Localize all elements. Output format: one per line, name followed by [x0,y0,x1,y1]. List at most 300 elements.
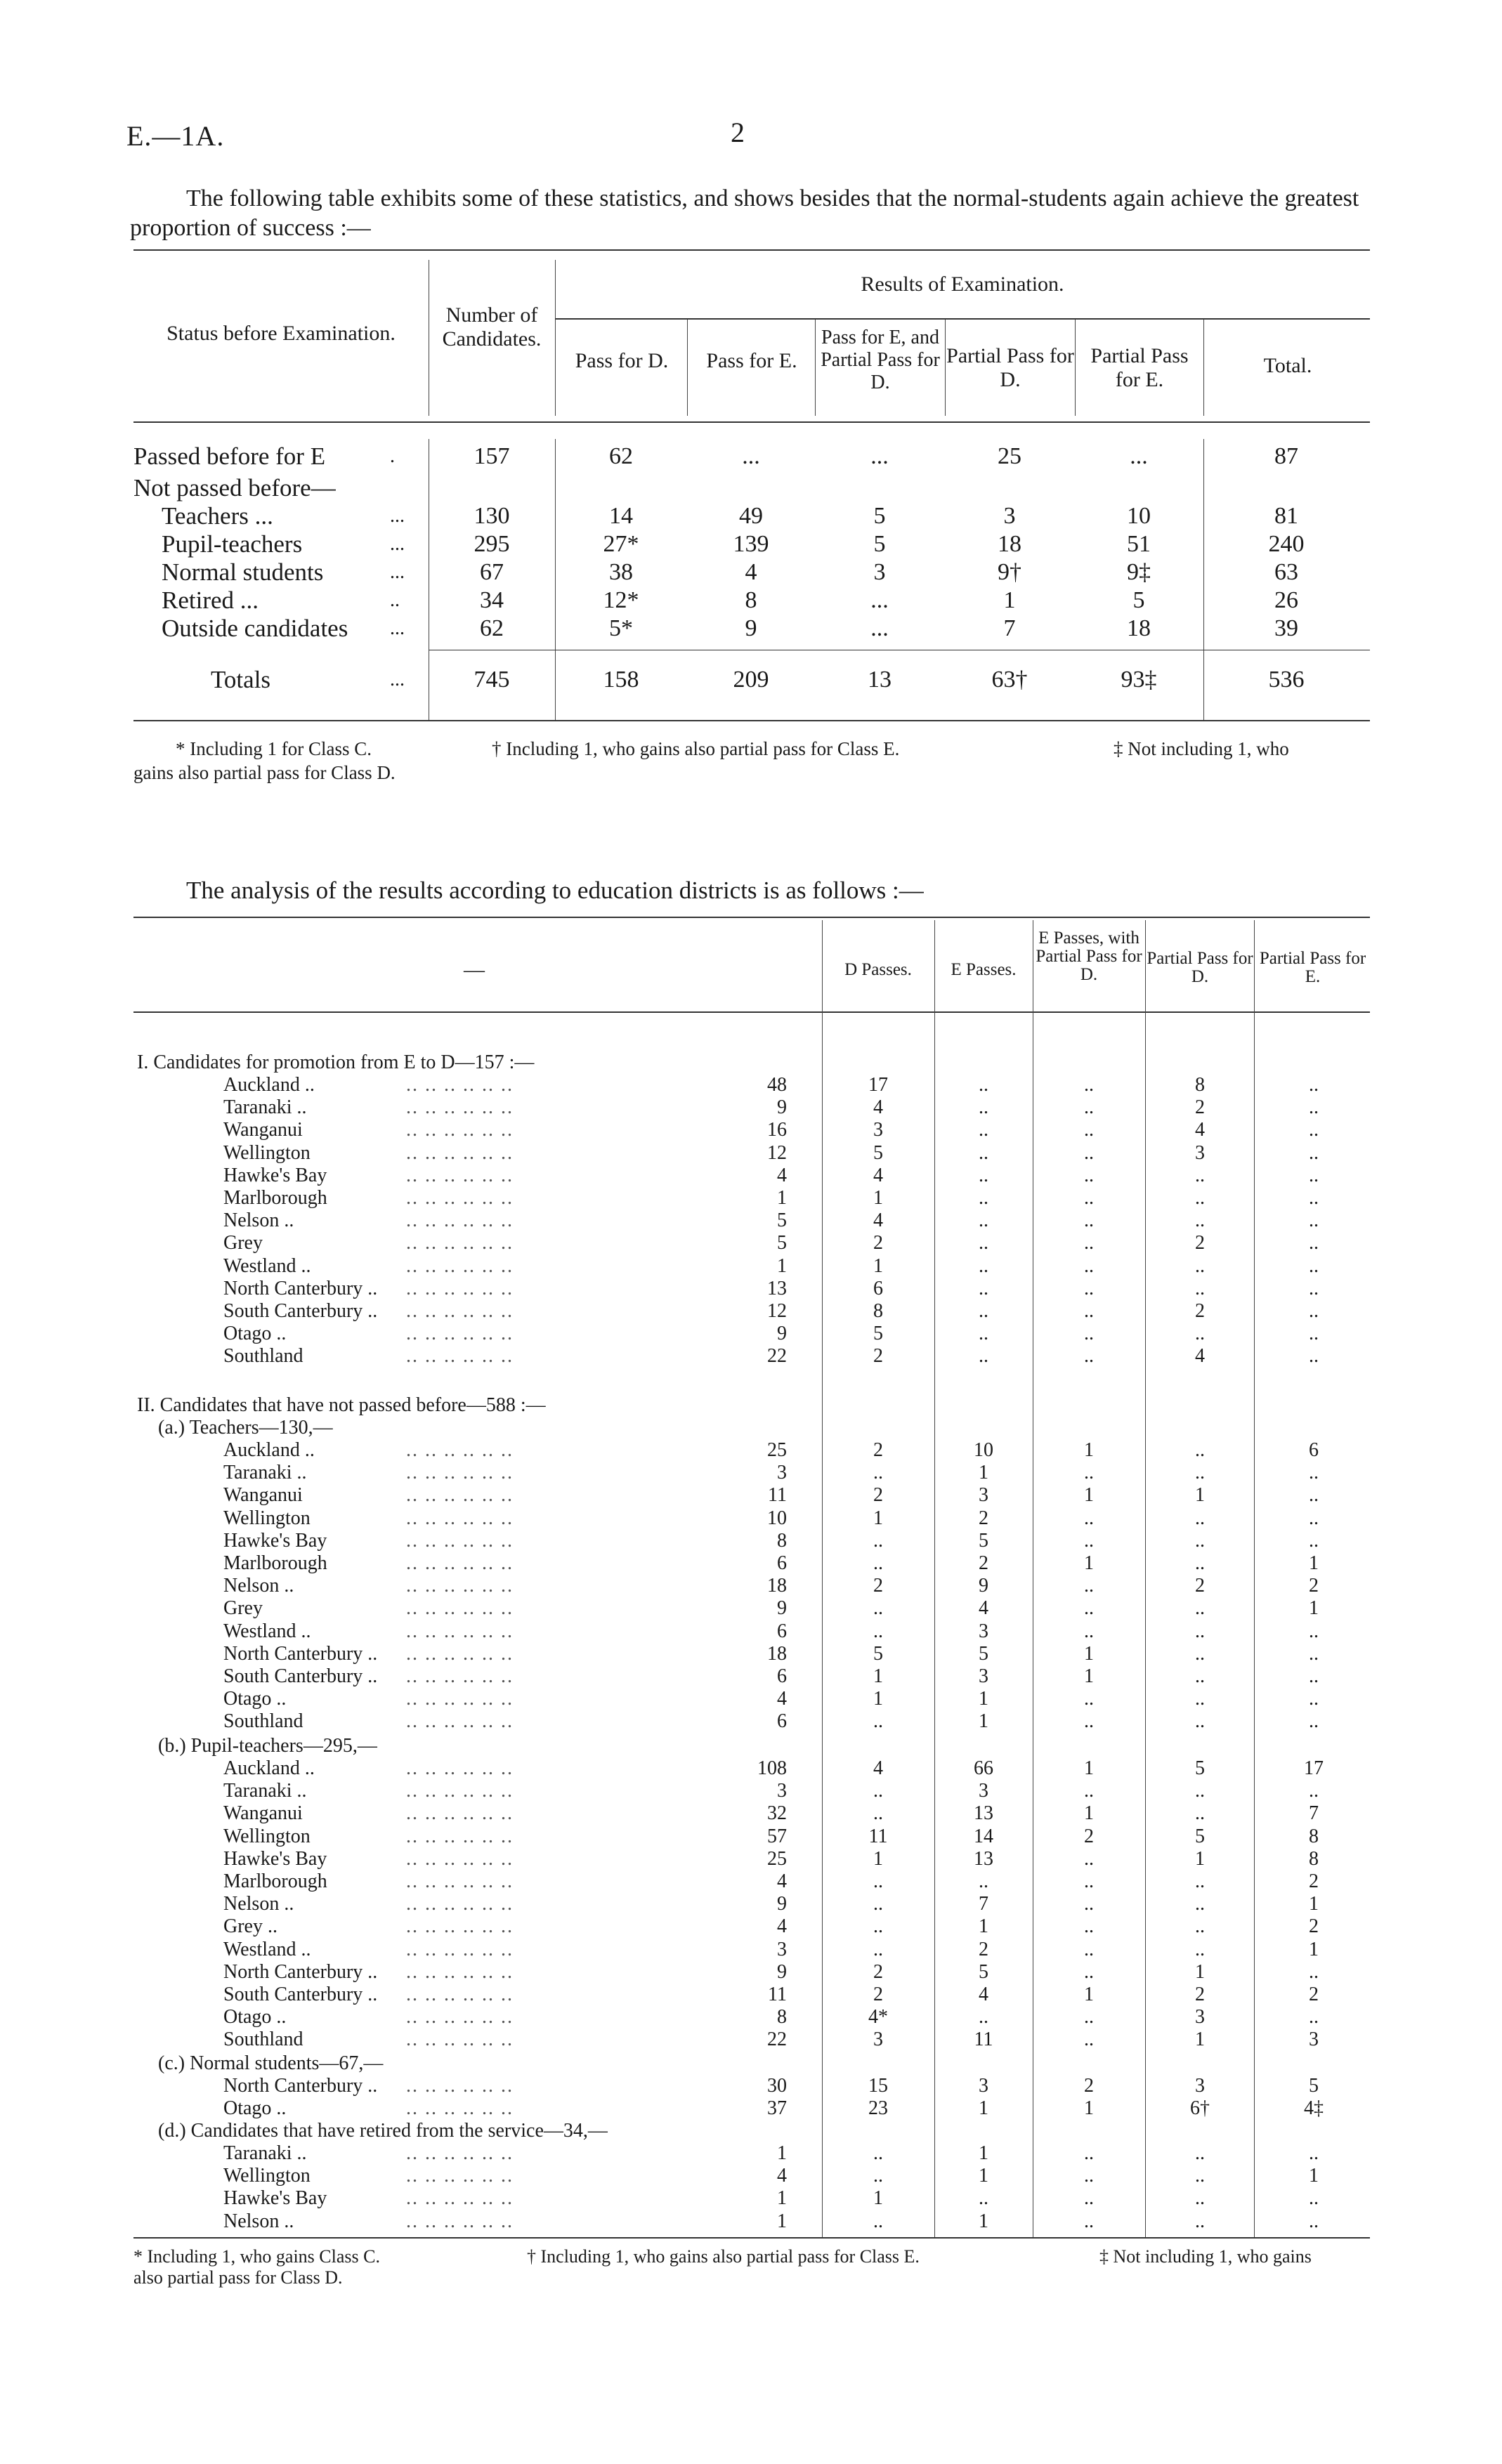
district-row [0,1710,1502,1733]
leader-dots: . [390,445,395,467]
result-cell: 10 [974,1439,993,1461]
district-row [0,1893,1502,1915]
result-cell: 1 [1309,2165,1319,2187]
result-cell: .. [873,2142,883,2164]
result-cell: .. [979,2006,988,2029]
candidate-count: 5 [777,1232,787,1254]
result-cell: 63 [1274,559,1298,585]
result-cell: 5 [979,1642,988,1665]
result-cell: .. [1195,1529,1205,1552]
result-cell: 4 [979,1597,988,1620]
candidate-count: 11 [768,1984,787,2005]
result-cell: .. [1309,1529,1319,1552]
leader-dots: .. .. .. .. .. .. [406,1984,514,2005]
candidate-count: 11 [768,1484,787,1507]
district-name: Hawke's Bay [223,1529,327,1552]
result-cell: 1 [1309,1597,1319,1620]
result-cell: 1 [979,1688,988,1710]
footnote-star: * Including 1 for Class C. [176,738,372,759]
col-partial-e: Partial Pass for E. [1259,949,1366,986]
result-cell: 2 [1084,1825,1094,1847]
district-name: South Canterbury .. [223,1665,378,1687]
result-cell: .. [1084,2165,1094,2187]
result-cell: 3 [1309,2029,1319,2051]
district-name: Nelson .. [223,1210,294,1232]
table1-bottom-rule [133,720,1370,721]
result-cell: .. [1084,1870,1094,1892]
row-label: Retired ... [162,586,259,614]
section-2-heading: II. Candidates that have not passed before—588 :— [137,1394,546,1416]
district-name: Nelson .. [223,1893,294,1915]
leader-dots: .. .. .. .. .. .. [406,1893,514,1915]
district-row [0,1848,1502,1870]
result-cell: 4 [979,1984,988,2005]
result-cell: 1 [1084,1642,1094,1665]
leader-dots: .. .. .. .. .. .. [406,1780,514,1802]
result-cell: 7 [1003,615,1016,641]
leader-dots: .. .. .. .. .. .. [406,1529,514,1552]
candidate-count: 18 [767,1642,787,1665]
result-cell: .. [1084,1938,1094,1960]
result-cell: .. [1084,1529,1094,1552]
leader-dots: .. .. .. .. .. .. [406,1232,514,1254]
result-cell: 2 [1084,2075,1094,2097]
result-cell: 3 [979,1665,988,1687]
result-cell: .. [1195,1277,1205,1299]
result-cell: 3 [873,1119,883,1141]
result-cell: .. [1195,1323,1205,1345]
result-cell: 3 [1195,2075,1205,2097]
result-cell: 4 [745,559,757,585]
result-cell: 1 [1084,1484,1094,1507]
district-name: North Canterbury .. [223,1960,378,1983]
table1-divider [1203,439,1204,720]
result-cell: 1 [1084,2097,1094,2120]
result-cell: .. [979,1141,988,1164]
result-cell: .. [1084,1780,1094,1802]
result-cell: .. [1195,1893,1205,1915]
result-cell: 11 [974,2029,993,2051]
district-name: Grey .. [223,1915,277,1938]
candidate-count: 62 [480,615,504,641]
leader-dots: .. .. .. .. .. .. [406,1597,514,1620]
table1-top-rule [133,249,1370,251]
district-name: Hawke's Bay [223,1847,327,1870]
leader-dots: .. .. .. .. .. .. [406,1141,514,1164]
row-label: Passed before for E [133,443,326,470]
result-cell: 5 [873,1141,883,1164]
result-cell: .. [1309,1232,1319,1254]
result-cell: .. [1309,1960,1319,1983]
district-name: Southland [223,1345,303,1368]
result-cell: 2 [1195,1232,1205,1254]
leader-dots: .. .. .. .. .. .. [406,1847,514,1870]
result-cell: 5* [609,615,633,641]
leader-dots: .. .. .. .. .. .. [406,1119,514,1141]
candidate-count: 25 [767,1439,787,1461]
col-total: Total. [1263,354,1312,377]
district-name: Auckland .. [223,1074,315,1096]
district-row [0,1984,1502,2006]
leader-dots: .. .. .. .. .. .. [406,1254,514,1277]
result-cell: 5 [979,1529,988,1552]
subsection-b-heading: (b.) Pupil-teachers—295,— [158,1735,377,1757]
leader-dots: .. .. .. .. .. .. [406,2075,514,2097]
footnote-ddagger: ‡ Not including 1, who [1114,738,1289,759]
result-cell: 11 [868,1825,888,1847]
district-row [0,2187,1502,2210]
district-name: Marlborough [223,1870,327,1892]
total-cell: 63† [991,667,1028,693]
result-cell: 13 [974,1847,993,1870]
result-cell: .. [1195,1552,1205,1574]
district-name: Grey [223,1232,263,1254]
candidate-count: 9 [777,1597,787,1620]
result-cell: 5 [1195,1757,1205,1779]
total-cell: 93‡ [1121,667,1157,693]
result-cell: 2 [1195,1096,1205,1119]
result-cell: 5 [873,531,886,557]
result-cell: 66 [974,1757,993,1779]
result-cell: 2 [979,1507,988,1529]
candidate-count: 6 [777,1665,787,1687]
district-name: North Canterbury .. [223,1277,378,1299]
result-cell: .. [873,1620,883,1642]
result-cell: .. [1309,1074,1319,1096]
result-cell: 1 [979,1462,988,1484]
result-cell: .. [1084,1915,1094,1938]
result-cell: 3 [979,1620,988,1642]
leader-dots: .. .. .. .. .. .. [406,1210,514,1232]
col-d-passes: D Passes. [844,960,912,979]
candidate-count: 4 [777,1688,787,1710]
result-cell: .. [1195,1642,1205,1665]
result-cell: 1 [1309,1938,1319,1960]
result-cell: .. [1195,2187,1205,2210]
result-cell: .. [1195,1507,1205,1529]
result-cell: 5 [1195,1825,1205,1847]
result-cell: .. [1084,1119,1094,1141]
result-cell: .. [1084,1210,1094,1232]
result-cell: .. [1084,1096,1094,1119]
leader-dots: .. .. .. .. .. .. [406,1507,514,1529]
candidate-count: 30 [767,2075,787,2097]
table2-header-rule [133,1011,1370,1013]
result-cell: 3 [873,2029,883,2051]
result-cell: 12* [603,587,639,613]
result-cell: .. [1309,2210,1319,2232]
leader-dots: .. .. .. .. .. .. [406,1323,514,1345]
district-row [0,1278,1502,1300]
subsection-d-heading: (d.) Candidates that have retired from the service—34,— [158,2120,608,2142]
candidate-count: 6 [777,1710,787,1733]
candidate-count: 8 [777,2006,787,2029]
result-cell: 3 [979,2075,988,2097]
result-cell: .. [1309,1187,1319,1209]
result-cell: .. [1309,1507,1319,1529]
district-name: Taranaki .. [223,1780,307,1802]
district-name: Nelson .. [223,1575,294,1597]
district-name: Wellington [223,1825,311,1847]
result-cell: 9 [745,615,757,641]
result-cell: 6† [1190,2097,1210,2120]
leader-dots: .. .. .. .. .. .. [406,1825,514,1847]
result-cell: ... [870,587,889,613]
leader-dots: .. .. .. .. .. .. [406,2142,514,2164]
result-cell: .. [1195,1462,1205,1484]
result-cell: 2 [1309,1915,1319,1938]
result-cell: 49 [739,503,763,529]
candidate-count: 9 [777,1096,787,1119]
result-cell: .. [1084,2187,1094,2210]
candidate-count: 4 [777,1164,787,1186]
number-header: Number of Candidates. [442,303,542,350]
result-cell: 18 [1127,615,1151,641]
result-cell: 9 [979,1575,988,1597]
candidate-count: 5 [777,1210,787,1232]
result-cell: 1 [979,2142,988,2164]
result-cell: .. [873,1597,883,1620]
result-cell: 1 [873,1187,883,1209]
result-cell: 1 [873,2187,883,2210]
candidate-count: 13 [767,1277,787,1299]
district-row [0,1462,1502,1484]
result-cell: .. [1084,1575,1094,1597]
result-cell: .. [1195,1780,1205,1802]
result-cell: 4* [868,2006,888,2029]
result-cell: .. [1195,2142,1205,2164]
candidate-count: 22 [767,1345,787,1368]
result-cell: 2 [873,1484,883,1507]
result-cell: .. [1309,1277,1319,1299]
result-cell: 1 [1084,1802,1094,1825]
result-cell: .. [1195,2210,1205,2232]
result-cell: 8 [1195,1074,1205,1096]
leader-dots: .. [390,589,400,611]
result-cell: 9† [998,559,1021,585]
results-header: Results of Examination. [861,273,1064,296]
result-cell: .. [1084,1462,1094,1484]
col-e-passes: E Passes. [951,960,1017,979]
result-cell: 17 [1304,1757,1324,1779]
result-cell: 8 [873,1300,883,1322]
district-name: Westland .. [223,1254,311,1277]
result-cell: 1 [873,1507,883,1529]
result-cell: 2 [1195,1984,1205,2005]
result-cell: 2 [979,1552,988,1574]
candidate-count: 9 [777,1323,787,1345]
district-row [0,1780,1502,1802]
district-row [0,2165,1502,2187]
total-cell: 158 [603,667,639,693]
col-partial-e: Partial Pass for E. [1090,344,1189,391]
subsection-a-heading: (a.) Teachers—130,— [158,1417,333,1439]
district-name: Wanganui [223,1484,303,1507]
result-cell: .. [1195,1620,1205,1642]
district-name: Wanganui [223,1802,303,1825]
table2-top-rule [133,917,1370,918]
result-cell: 1 [979,2097,988,2120]
district-row [0,1870,1502,1893]
leader-dots: .. .. .. .. .. .. [406,1620,514,1642]
footnote-continuation: gains also partial pass for Class D. [133,762,396,783]
result-cell: 18 [998,531,1021,557]
page-number: 2 [731,117,745,148]
leader-dots: .. .. .. .. .. .. [406,1462,514,1484]
result-cell: .. [873,1802,883,1825]
result-cell: .. [873,2210,883,2232]
result-cell: 81 [1274,503,1298,529]
result-cell: .. [1084,1688,1094,1710]
result-cell: .. [1084,1345,1094,1368]
footnote-ddagger: ‡ Not including 1, who gains [1099,2246,1312,2267]
result-cell: .. [1309,1665,1319,1687]
result-cell: 23 [868,2097,888,2120]
district-name: Auckland .. [223,1757,315,1779]
result-cell: 7 [979,1893,988,1915]
table1-header-rule [133,421,1370,423]
result-cell: .. [1195,1870,1205,1892]
result-cell: .. [979,1210,988,1232]
result-cell: 14 [974,1825,993,1847]
col-pass-e: Pass for E. [706,349,797,372]
leader-dots: .. .. .. .. .. .. [406,1552,514,1574]
result-cell: 1 [873,1254,883,1277]
district-name: Otago .. [223,1688,287,1710]
leader-dots: .. .. .. .. .. .. [406,2187,514,2210]
result-cell: 8 [1309,1825,1319,1847]
result-cell: 1 [979,1915,988,1938]
result-cell: 4 [873,1757,883,1779]
result-cell: 2 [1309,1575,1319,1597]
result-cell: .. [1084,1164,1094,1186]
candidate-count: 57 [767,1825,787,1847]
result-cell: 1 [1195,1847,1205,1870]
total-cell: 209 [733,667,769,693]
table1-divider [1203,320,1204,416]
result-cell: 2 [873,1345,883,1368]
leader-dots: .. .. .. .. .. .. [406,1300,514,1322]
candidate-count: 18 [767,1575,787,1597]
district-name: Nelson .. [223,2210,294,2232]
candidate-count: 108 [757,1757,787,1779]
result-cell: .. [1309,1642,1319,1665]
district-name: Marlborough [223,1187,327,1209]
result-cell: ... [870,443,889,469]
leader-dots: .. .. .. .. .. .. [406,1757,514,1779]
candidate-count: 6 [777,1552,787,1574]
col-partial-d: Partial Pass for D. [1147,949,1253,986]
candidate-count: 6 [777,1620,787,1642]
district-row [0,1530,1502,1552]
result-cell: 4 [873,1210,883,1232]
district-row [0,2210,1502,2233]
result-cell: .. [1309,1345,1319,1368]
result-cell: 3 [873,559,886,585]
result-cell: .. [1195,1254,1205,1277]
result-cell: 1 [1084,1665,1094,1687]
result-cell: .. [873,1710,883,1733]
result-cell: .. [979,1277,988,1299]
result-cell: 2 [1195,1300,1205,1322]
result-cell: 1 [1003,587,1016,613]
candidate-count: 3 [777,1780,787,1802]
result-cell: .. [1195,1938,1205,1960]
result-cell: .. [979,1254,988,1277]
table1-results-rule [555,318,1370,320]
result-cell: 17 [868,1074,888,1096]
result-cell: .. [1084,1323,1094,1345]
candidate-count: 157 [474,443,510,469]
district-row [0,1620,1502,1643]
district-row [0,1643,1502,1665]
district-name: Otago .. [223,2006,287,2029]
leader-dots: .. .. .. .. .. .. [406,1439,514,1461]
result-cell: 1 [1084,1552,1094,1574]
district-name: Hawke's Bay [223,1164,327,1186]
result-cell: .. [979,1870,988,1892]
result-cell: 1 [1084,1439,1094,1461]
result-cell: .. [979,1323,988,1345]
candidate-count: 12 [767,1300,787,1322]
result-cell: 6 [1309,1439,1319,1461]
result-cell: ... [1130,443,1148,469]
result-cell: .. [1084,1187,1094,1209]
result-cell: .. [1309,1254,1319,1277]
district-name: Auckland .. [223,1439,315,1461]
subsection-c-heading: (c.) Normal students—67,— [158,2052,384,2074]
district-name: Wanganui [223,1119,303,1141]
result-cell: .. [1084,2029,1094,2051]
result-cell: 8 [745,587,757,613]
result-cell: .. [979,1074,988,1096]
result-cell: 1 [1195,2029,1205,2051]
result-cell: .. [1084,1277,1094,1299]
result-cell: .. [873,1780,883,1802]
district-row [0,1757,1502,1780]
candidate-count: 295 [474,531,510,557]
result-cell: .. [979,1164,988,1186]
district-row [0,1802,1502,1825]
leader-dots: .. .. .. .. .. .. [406,2165,514,2187]
leader-dots: .. .. .. .. .. .. [406,1870,514,1892]
leader-dots: .. .. .. .. .. .. [406,1164,514,1186]
district-name: Taranaki .. [223,2142,307,2164]
result-cell: 87 [1274,443,1298,469]
row-label: Pupil-teachers [162,530,303,558]
candidate-count: 34 [480,587,504,613]
leader-dots: .. .. .. .. .. .. [406,2210,514,2232]
district-name: Marlborough [223,1552,327,1574]
result-cell: .. [1309,1323,1319,1345]
result-cell: .. [873,1552,883,1574]
leader-dots: ... [390,617,405,639]
result-cell: 2 [1195,1575,1205,1597]
candidate-count: 10 [767,1507,787,1529]
result-cell: 1 [979,2210,988,2232]
district-row [0,2029,1502,2051]
result-cell: .. [979,1096,988,1119]
table1-divider [555,439,556,720]
district-row [0,2075,1502,2097]
total-cell: 13 [868,667,892,693]
candidate-count: 3 [777,1938,787,1960]
district-row [0,1826,1502,1848]
result-cell: 3 [1003,503,1016,529]
candidate-count: 1 [777,2210,787,2232]
district-name: South Canterbury .. [223,1300,378,1322]
result-cell: .. [873,1870,883,1892]
